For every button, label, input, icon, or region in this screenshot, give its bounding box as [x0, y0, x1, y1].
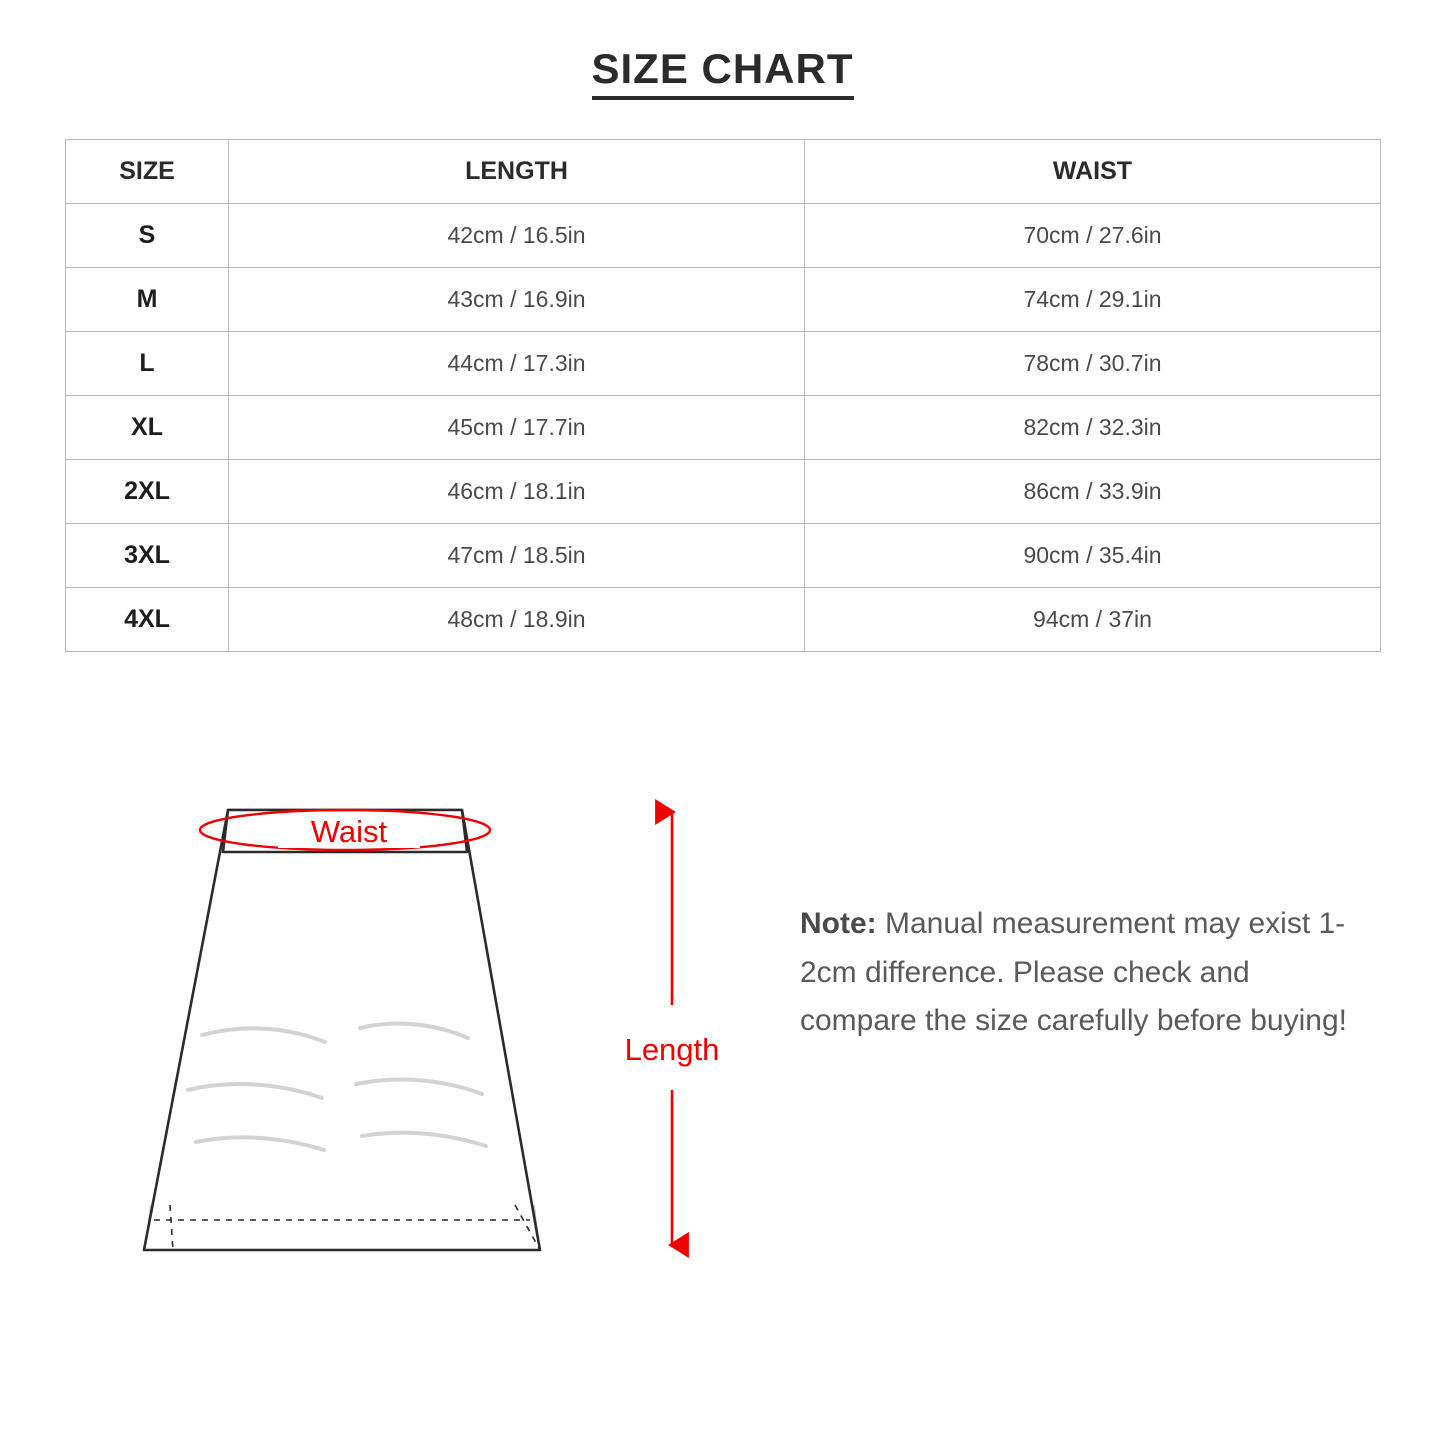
length-label: Length — [624, 1032, 720, 1067]
cell-length: 42cm / 16.5in — [229, 204, 805, 268]
page-title — [0, 45, 1445, 93]
cell-waist: 78cm / 30.7in — [805, 332, 1381, 396]
column-header-length: LENGTH — [229, 140, 805, 204]
cell-waist: 74cm / 29.1in — [805, 268, 1381, 332]
cell-size: S — [66, 204, 229, 268]
length-measure-arrow — [600, 790, 760, 1270]
cell-waist: 94cm / 37in — [805, 588, 1381, 652]
table-row — [66, 588, 1381, 652]
size-table — [65, 139, 1381, 652]
cell-size: L — [66, 332, 229, 396]
table-row — [66, 396, 1381, 460]
cell-length: 43cm / 16.9in — [229, 268, 805, 332]
note-text — [800, 900, 1370, 1046]
table-row — [66, 204, 1381, 268]
cell-size: XL — [66, 396, 229, 460]
page-title-text: SIZE CHART — [592, 45, 854, 100]
cell-size: M — [66, 268, 229, 332]
column-header-size: SIZE — [66, 140, 229, 204]
note-label: Note: — [800, 907, 877, 940]
cell-waist: 86cm / 33.9in — [805, 460, 1381, 524]
cell-size: 4XL — [66, 588, 229, 652]
cell-waist: 70cm / 27.6in — [805, 204, 1381, 268]
table-header-row — [66, 140, 1381, 204]
cell-length: 47cm / 18.5in — [229, 524, 805, 588]
table-row — [66, 268, 1381, 332]
cell-waist: 90cm / 35.4in — [805, 524, 1381, 588]
note-body: Manual measurement may exist 1-2cm difference. Please check and compare the size carefully before buying! — [800, 907, 1347, 1038]
cell-length: 46cm / 18.1in — [229, 460, 805, 524]
skirt-illustration — [110, 790, 590, 1270]
table-row — [66, 332, 1381, 396]
table-row — [66, 460, 1381, 524]
cell-length: 48cm / 18.9in — [229, 588, 805, 652]
cell-length: 45cm / 17.7in — [229, 396, 805, 460]
size-table-container — [65, 139, 1380, 652]
cell-size: 2XL — [66, 460, 229, 524]
column-header-waist: WAIST — [805, 140, 1381, 204]
waist-label: Waist — [310, 814, 388, 849]
table-row — [66, 524, 1381, 588]
cell-waist: 82cm / 32.3in — [805, 396, 1381, 460]
cell-size: 3XL — [66, 524, 229, 588]
cell-length: 44cm / 17.3in — [229, 332, 805, 396]
